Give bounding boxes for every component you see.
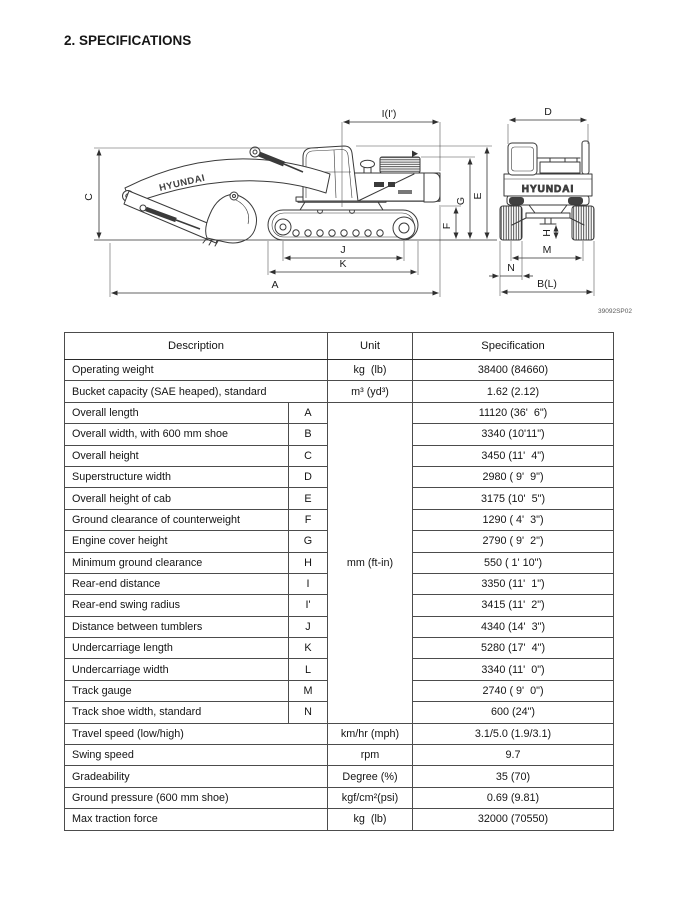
table-row (65, 745, 614, 766)
spec-description: Overall height (65, 445, 289, 466)
spec-description: Engine cover height (65, 531, 289, 552)
spec-letter: M (289, 680, 328, 701)
dim-label-E: E (472, 192, 484, 200)
table-row (65, 809, 614, 830)
spec-value: 3.1/5.0 (1.9/3.1) (413, 723, 614, 744)
spec-letter: I (289, 573, 328, 594)
dim-label-N: N (507, 262, 515, 274)
spec-description: Superstructure width (65, 466, 289, 487)
spec-value: 2740 ( 9' 0") (413, 680, 614, 701)
table-row (65, 787, 614, 808)
spec-description: Undercarriage length (65, 638, 289, 659)
spec-value: 3350 (11' 1") (413, 573, 614, 594)
spec-description: Rear-end swing radius (65, 595, 289, 616)
excavator-side-view (123, 146, 441, 246)
rear-right-track (572, 206, 594, 240)
spec-description: Rear-end distance (65, 573, 289, 594)
spec-unit: kg (lb) (328, 360, 413, 381)
spec-value: 3415 (11' 2") (413, 595, 614, 616)
spec-letter: I' (289, 595, 328, 616)
spec-unit-merged: mm (ft-in) (328, 402, 413, 723)
spec-description: Ground pressure (600 mm shoe) (65, 787, 328, 808)
dim-label-K: K (339, 258, 347, 270)
spec-description: Minimum ground clearance (65, 552, 289, 573)
spec-letter: H (289, 552, 328, 573)
excavator-dimension-diagram (0, 0, 688, 330)
spec-description: Bucket capacity (SAE heaped), standard (65, 381, 328, 402)
spec-unit: kg (lb) (328, 809, 413, 830)
spec-value: 3340 (11' 0") (413, 659, 614, 680)
engine-cover (380, 157, 420, 173)
spec-description: Travel speed (low/high) (65, 723, 328, 744)
dim-label-G: G (455, 196, 467, 206)
air-cleaner (361, 160, 375, 168)
spec-letter: E (289, 488, 328, 509)
spec-letter: F (289, 509, 328, 530)
table-row (65, 766, 614, 787)
brand-text-side: HYUNDAI (158, 172, 207, 194)
spec-value: 35 (70) (413, 766, 614, 787)
spec-unit: m³ (yd³) (328, 381, 413, 402)
spec-value: 3340 (10'11") (413, 424, 614, 445)
spec-value: 600 (24") (413, 702, 614, 723)
spec-letter: L (289, 659, 328, 680)
rear-left-track (500, 206, 522, 240)
spec-letter: B (289, 424, 328, 445)
dim-label-A: A (271, 279, 279, 291)
sprocket-wheel (393, 217, 415, 239)
table-header-row (65, 333, 614, 360)
spec-value: 38400 (84660) (413, 360, 614, 381)
excavator-rear-view (500, 141, 594, 240)
dim-label-M: M (542, 244, 552, 256)
spec-description: Distance between tumblers (65, 616, 289, 637)
idler-wheel (275, 219, 291, 235)
spec-table-body (65, 360, 614, 831)
spec-description: Undercarriage width (65, 659, 289, 680)
spec-letter: J (289, 616, 328, 637)
spec-value: 3450 (11' 4") (413, 445, 614, 466)
dim-label-C: C (83, 193, 95, 201)
spec-value: 2790 ( 9' 2") (413, 531, 614, 552)
dim-label-BL: B(L) (537, 278, 557, 290)
rear-handrail-panel (582, 141, 589, 174)
table-row (65, 381, 614, 402)
spec-value: 5280 (17' 4") (413, 638, 614, 659)
spec-value: 3175 (10' 5") (413, 488, 614, 509)
table-row (65, 402, 614, 423)
spec-description: Overall length (65, 402, 289, 423)
dim-label-D: D (544, 106, 552, 118)
spec-value: 2980 ( 9' 9") (413, 466, 614, 487)
spec-table (64, 332, 614, 831)
spec-description: Gradeability (65, 766, 328, 787)
dim-label-I: I(I') (381, 108, 397, 120)
spec-description: Swing speed (65, 745, 328, 766)
spec-description: Max traction force (65, 809, 328, 830)
spec-letter: C (289, 445, 328, 466)
spec-description: Overall height of cab (65, 488, 289, 509)
brand-text-rear: HYUNDAI (521, 184, 575, 195)
spec-value: 32000 (70550) (413, 809, 614, 830)
spec-description: Ground clearance of counterweight (65, 509, 289, 530)
header-unit: Unit (328, 333, 413, 360)
spec-value: 550 ( 1' 10") (413, 552, 614, 573)
spec-letter: G (289, 531, 328, 552)
spec-letter: K (289, 638, 328, 659)
spec-letter: N (289, 702, 328, 723)
counterweight (424, 173, 440, 202)
spec-value: 1.62 (2.12) (413, 381, 614, 402)
spec-unit: rpm (328, 745, 413, 766)
spec-value: 4340 (14' 3") (413, 616, 614, 637)
spec-letter: A (289, 402, 328, 423)
spec-description: Overall width, with 600 mm shoe (65, 424, 289, 445)
spec-letter: D (289, 466, 328, 487)
spec-description: Track shoe width, standard (65, 702, 289, 723)
header-specification: Specification (413, 333, 614, 360)
spec-unit: km/hr (mph) (328, 723, 413, 744)
table-row (65, 723, 614, 744)
spec-value: 9.7 (413, 745, 614, 766)
spec-unit: Degree (%) (328, 766, 413, 787)
dim-label-J: J (340, 244, 346, 256)
spec-description: Operating weight (65, 360, 328, 381)
spec-value: 0.69 (9.81) (413, 787, 614, 808)
table-row (65, 360, 614, 381)
dim-label-H: H (541, 229, 553, 237)
spec-value: 1290 ( 4' 3") (413, 509, 614, 530)
header-description: Description (65, 333, 328, 360)
page-title: 2. SPECIFICATIONS (64, 33, 192, 48)
figure-code: 39092SP02 (598, 308, 632, 315)
spec-value: 11120 (36' 6") (413, 402, 614, 423)
spec-unit: kgf/cm²(psi) (328, 787, 413, 808)
dim-label-F: F (441, 222, 453, 230)
spec-description: Track gauge (65, 680, 289, 701)
